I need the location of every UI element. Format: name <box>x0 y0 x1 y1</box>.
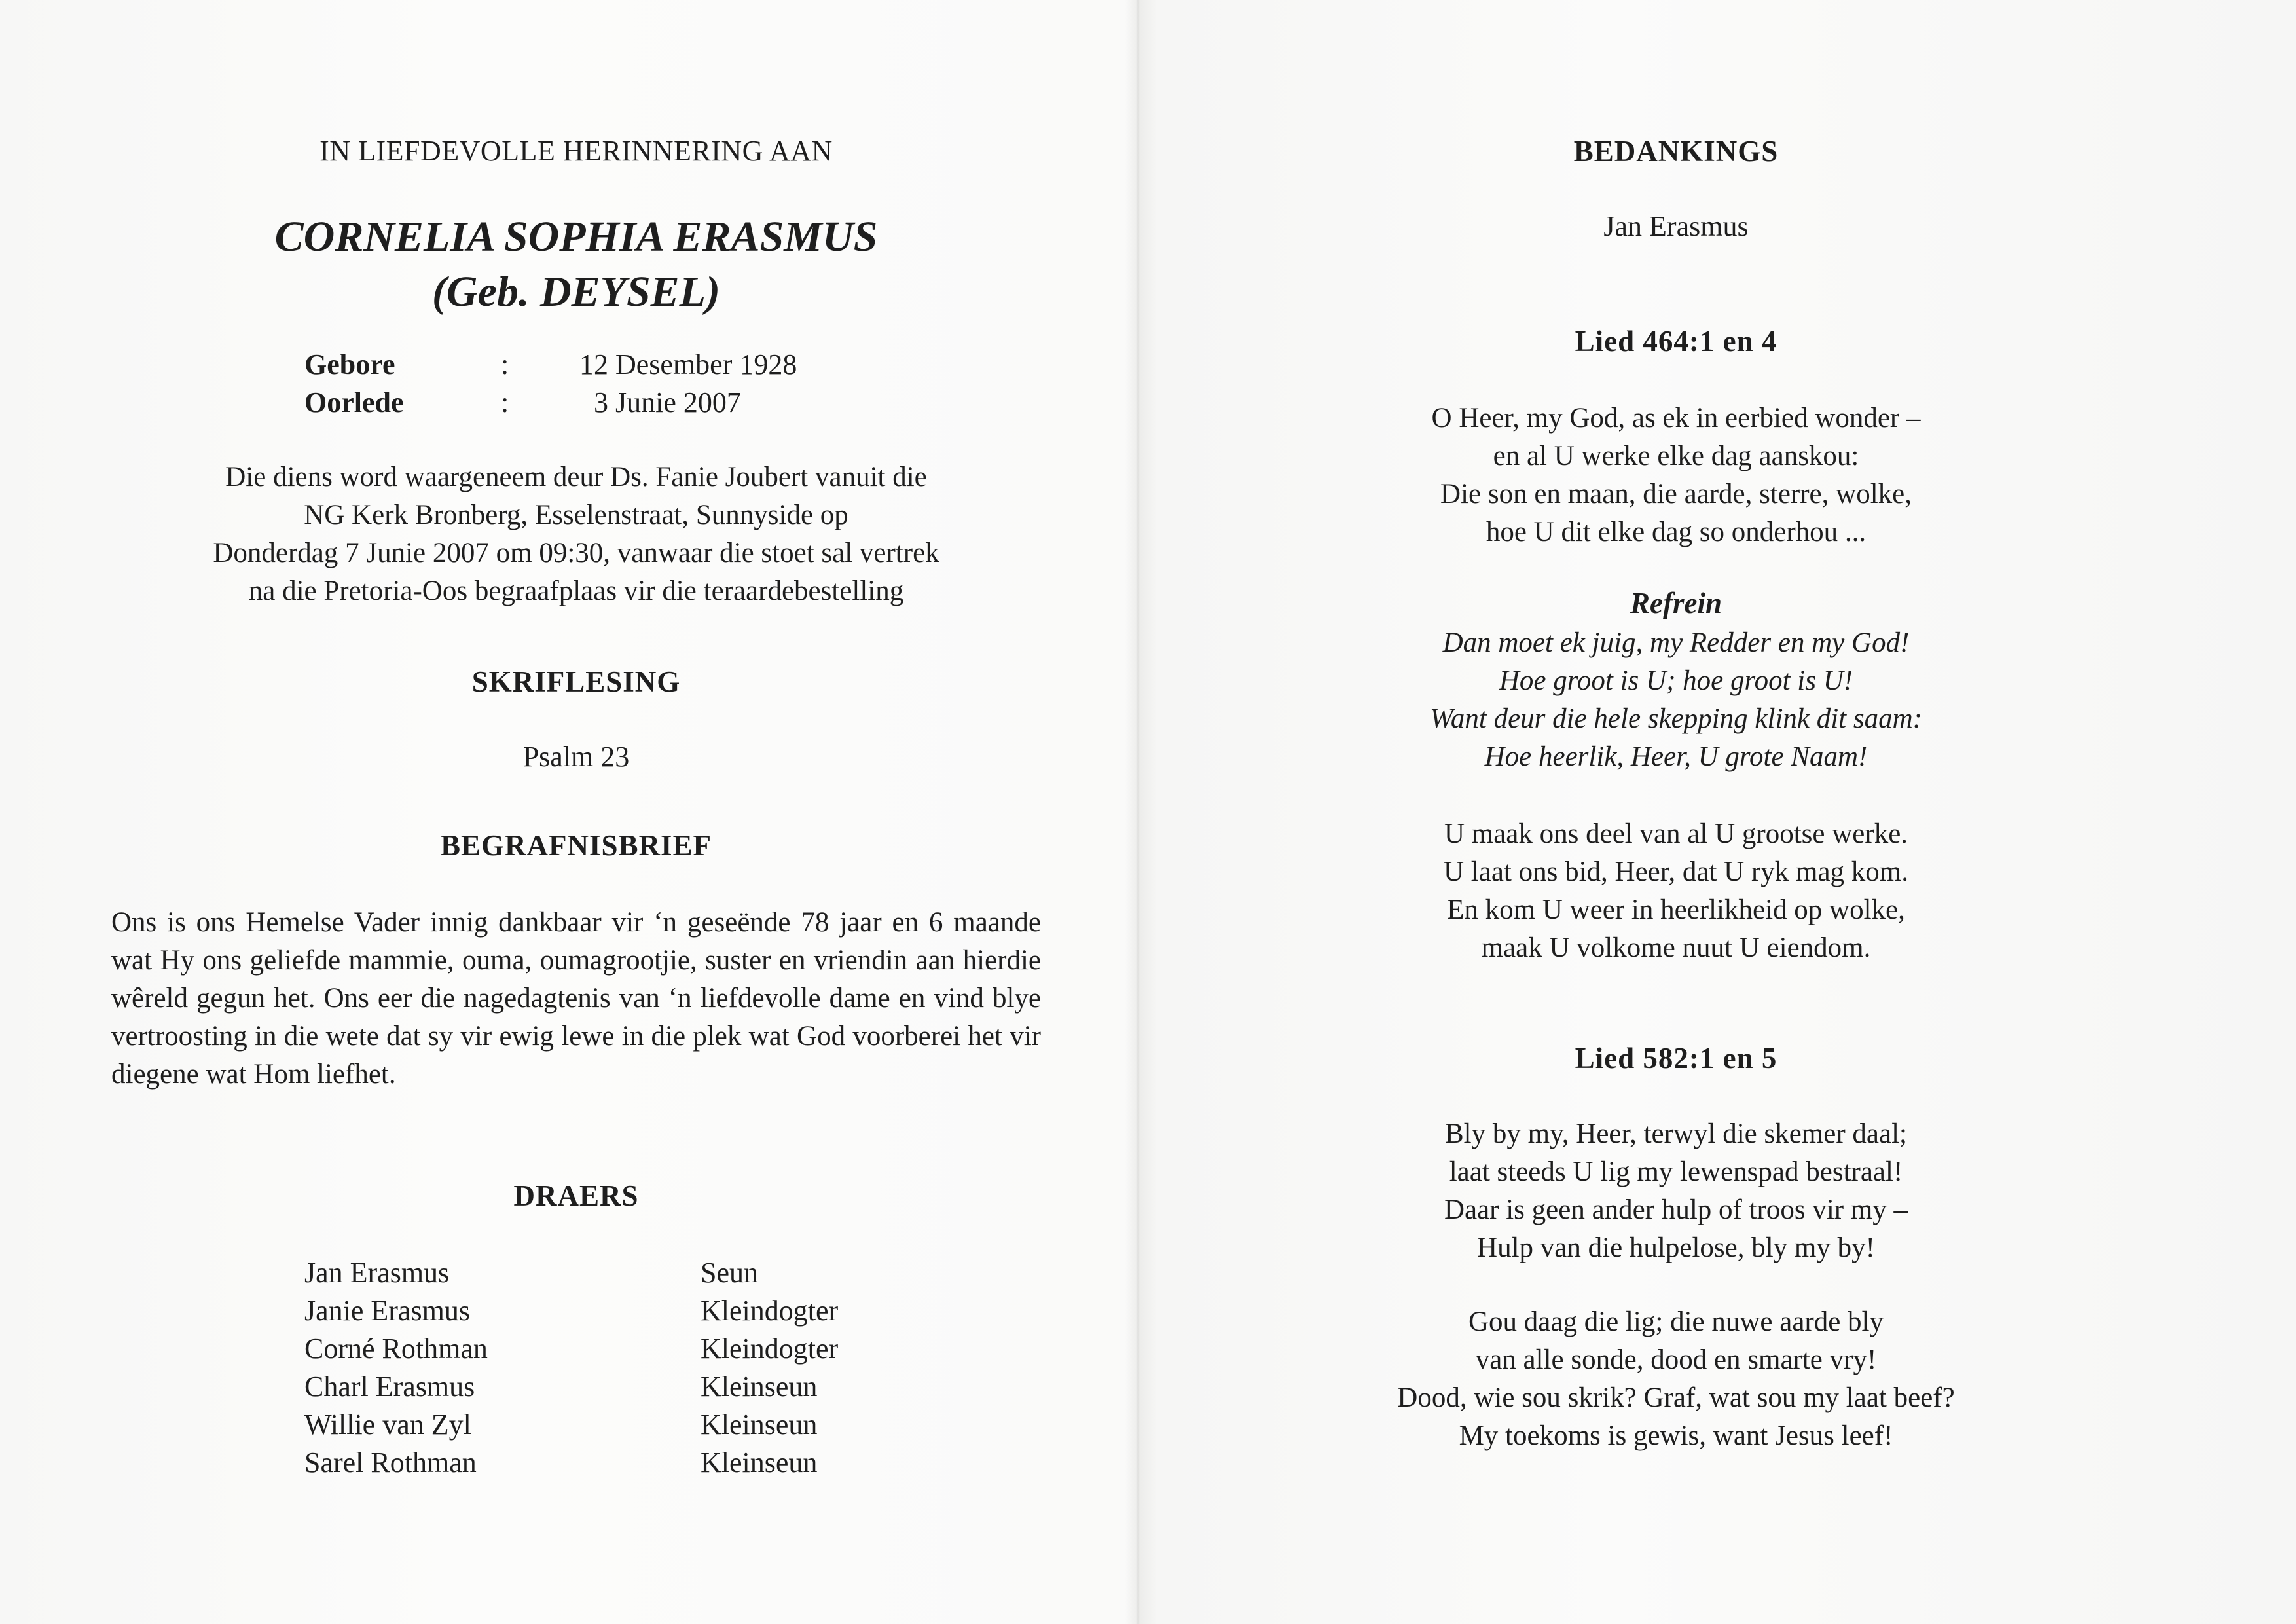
bearer-name: Sarel Rothman <box>304 1447 477 1479</box>
verse-line: Dood, wie sou skrik? Graf, wat sou my laat beef? <box>1397 1382 1955 1413</box>
funeral-letter: Ons is ons Hemelse Vader innig dankbaar vir ‘n geseënde 78 jaar en 6 maande wat Hy ons geliefde mammie, ouma, oumagrootjie, suster en vriendin aan hierdie wêreld gegun het. Ons eer die nagedagtenis van ‘n liefdevolle dame en vind blye vertroosting in die wete dat sy vir ewig lewe in die plek wat God voorberei het vir diegene wat Hom liefhet. <box>111 907 1041 1090</box>
maiden-name: (Geb. DEYSEL) <box>432 268 720 316</box>
bearer-row <box>304 1368 838 1406</box>
verse-line: van alle sonde, dood en smarte vry! <box>1475 1344 1877 1375</box>
scripture-heading: SKRIFLESING <box>471 665 681 698</box>
verse-line: My toekoms is gewis, want Jesus leef! <box>1459 1420 1893 1451</box>
hymn-verse <box>1244 1115 2108 1267</box>
bearer-row <box>304 1444 838 1482</box>
bearer-row <box>304 1292 838 1330</box>
birth-row <box>304 346 856 384</box>
name-line: CORNELIA SOPHIA ERASMUS <box>274 213 878 261</box>
bearer-relation: Seun <box>701 1257 758 1289</box>
service-line: na die Pretoria-Oos begraafplaas vir die teraardebestelling <box>248 576 904 606</box>
bearer-name: Corné Rothman <box>304 1333 488 1365</box>
hymn-verse <box>1244 399 2108 551</box>
bearer-row <box>304 1254 838 1292</box>
bearer-relation: Kleindogter <box>701 1333 839 1365</box>
verse-line: Dan moet ek juig, my Redder en my God! <box>1442 627 1910 658</box>
verse-line: Hoe groot is U; hoe groot is U! <box>1499 665 1853 696</box>
bearer-relation: Kleindogter <box>701 1295 839 1327</box>
bearer-relation: Kleinseun <box>701 1371 818 1403</box>
hymn-verse <box>1244 1303 2108 1455</box>
hymn-heading: Lied 582:1 en 5 <box>1575 1042 1777 1075</box>
center-fold <box>1136 0 1140 1624</box>
verse-line: en al U werke elke dag aanskou: <box>1493 441 1859 471</box>
hymn-heading: Lied 464:1 en 4 <box>1575 325 1777 358</box>
refrain-heading: Refrein <box>1630 587 1722 619</box>
service-info <box>79 458 1074 610</box>
bearer-row <box>304 1330 838 1368</box>
verse-line: hoe U dit elke dag so onderhou ... <box>1485 517 1867 547</box>
verse-line: Die son en maan, die aarde, sterre, wolke, <box>1440 479 1912 509</box>
refrain-verse <box>1244 624 2108 776</box>
right-page <box>1244 0 2108 1624</box>
service-line: Donderdag 7 Junie 2007 om 09:30, vanwaar die stoet sal vertrek <box>213 538 939 568</box>
bearer-name: Jan Erasmus <box>304 1257 450 1289</box>
verse-line: Daar is geen ander hulp of troos vir my – <box>1444 1194 1908 1225</box>
verse-line: Want deur die hele skepping klink dit saam: <box>1430 703 1922 734</box>
verse-line: O Heer, my God, as ek in eerbied wonder – <box>1431 403 1921 434</box>
verse-line: maak U volkome nuut U eiendom. <box>1481 932 1871 963</box>
birth-date: 12 Desember 1928 <box>579 348 797 380</box>
service-line: NG Kerk Bronberg, Esselenstraat, Sunnyside op <box>304 500 848 530</box>
death-label: Oorlede <box>304 386 404 418</box>
separator: : <box>501 348 509 380</box>
service-line: Die diens word waargeneem deur Ds. Fanie Joubert vanuit die <box>225 462 927 492</box>
dates-block <box>304 346 856 422</box>
bearer-relation: Kleinseun <box>701 1409 818 1441</box>
verse-line: laat steeds U lig my lewenspad bestraal! <box>1449 1156 1903 1187</box>
intro-line: IN LIEFDEVOLLE HERINNERING AAN <box>319 135 833 167</box>
hymn-verse <box>1244 815 2108 967</box>
bearer-name: Willie van Zyl <box>304 1409 471 1441</box>
bearers-list <box>304 1254 838 1482</box>
letter-heading: BEGRAFNISBRIEF <box>440 829 712 862</box>
verse-line: U maak ons deel van al U grootse werke. <box>1444 819 1908 849</box>
verse-line: Hulp van die hulpelose, bly my by! <box>1477 1232 1875 1263</box>
bearer-name: Janie Erasmus <box>304 1295 470 1327</box>
separator: : <box>501 386 509 418</box>
verse-line: U laat ons bid, Heer, dat U ryk mag kom. <box>1443 857 1908 887</box>
bearer-row <box>304 1406 838 1444</box>
bearer-name: Charl Erasmus <box>304 1371 475 1403</box>
left-page <box>79 0 1074 1624</box>
birth-label: Gebore <box>304 348 395 380</box>
scripture-text: Psalm 23 <box>522 741 630 773</box>
thanks-heading: BEDANKINGS <box>1573 135 1779 168</box>
death-date: 3 Junie 2007 <box>594 386 741 418</box>
deceased-name <box>79 210 1074 320</box>
bearers-heading: DRAERS <box>513 1179 639 1212</box>
verse-line: Gou daag die lig; die nuwe aarde bly <box>1468 1306 1884 1337</box>
verse-line: Bly by my, Heer, terwyl die skemer daal; <box>1445 1118 1907 1149</box>
verse-line: Hoe heerlik, Heer, U grote Naam! <box>1484 741 1868 772</box>
bearer-relation: Kleinseun <box>701 1447 818 1479</box>
verse-line: En kom U weer in heerlikheid op wolke, <box>1447 895 1905 925</box>
thanks-text: Jan Erasmus <box>1603 210 1749 242</box>
death-row <box>304 384 856 422</box>
